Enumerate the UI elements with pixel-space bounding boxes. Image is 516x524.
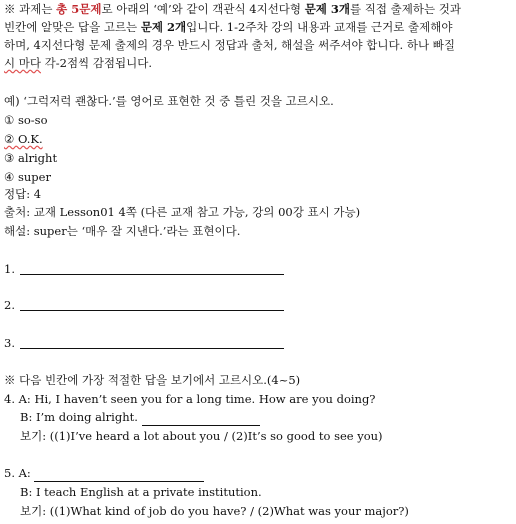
example-answer: 정답: 4 <box>4 187 42 201</box>
blank-label-1: 1. <box>4 262 15 276</box>
q5-line-b: B: I teach English at a private institution. <box>20 485 262 499</box>
q5-line-a <box>4 464 204 482</box>
intro-text: ※ 과제는 <box>4 2 57 16</box>
q4-line-b <box>20 408 260 426</box>
q4-blank[interactable] <box>142 413 260 426</box>
q5-a-text: 5. A: <box>4 466 35 480</box>
q4-line-a: 4. A: Hi, I haven’t seen you for a long time. How are you doing? <box>4 392 376 406</box>
intro-text: 입니다. 1-2주차 강의 내용과 교재를 근거로 출제해야 <box>186 20 453 34</box>
three-problems-highlight: 문제 3개 <box>304 2 351 16</box>
intro-line-3: 하며, 4지선다형 문제 출제의 경우 반드시 정답과 출처, 해설을 써주셔야 합니다. 하나 빠질 <box>4 38 455 52</box>
q4-choices: 보기: ((1)I’ve heard a lot about you / (2)It’s so good to see you) <box>20 429 383 443</box>
total-problems-highlight: 총 5문제 <box>56 2 102 16</box>
example-option-4: ④ super <box>4 170 51 184</box>
q4-b-text: B: I’m doing alright. <box>20 410 142 424</box>
answer-line-1[interactable] <box>20 274 284 275</box>
intro-text: 각-2점씩 감점됩니다. <box>40 56 153 70</box>
spellcheck-underlined-text: 시 마다 <box>4 56 41 70</box>
q5-blank[interactable] <box>34 469 204 482</box>
example-source: 출처: 교재 Lesson01 4쪽 (다른 교재 참고 가능, 강의 00강 표시 가능) <box>4 205 361 219</box>
blank-label-2: 2. <box>4 298 15 312</box>
two-problems-highlight: 문제 2개 <box>140 20 187 34</box>
fill-section-title: ※ 다음 빈칸에 가장 적절한 답을 보기에서 고르시오.(4~5) <box>4 373 301 387</box>
blank-label-3: 3. <box>4 336 15 350</box>
example-option-3: ③ alright <box>4 151 58 165</box>
example-option-1: ① so-so <box>4 113 48 127</box>
option-text: ② O.K. <box>4 132 43 146</box>
answer-line-3[interactable] <box>20 348 284 349</box>
example-option-2 <box>4 130 43 148</box>
example-question: 예) ‘그럭저럭 괜찮다.’를 영어로 표현한 것 중 틀린 것을 고르시오. <box>4 94 334 108</box>
intro-line-2 <box>4 18 452 36</box>
q5-choices: 보기: ((1)What kind of job do you have? / (2)What was your major?) <box>20 504 409 518</box>
intro-line-4 <box>4 54 152 72</box>
intro-text: 빈칸에 알맞은 답을 고르는 <box>4 20 141 34</box>
example-explanation: 해설: super는 ‘매우 잘 지낸다.’라는 표현이다. <box>4 224 241 238</box>
intro-line-1 <box>4 0 461 18</box>
answer-line-2[interactable] <box>20 310 284 311</box>
intro-text: 로 아래의 ‘예’와 같이 객관식 4지선다형 <box>101 2 305 16</box>
intro-text: 를 직접 출제하는 것과 <box>350 2 461 16</box>
